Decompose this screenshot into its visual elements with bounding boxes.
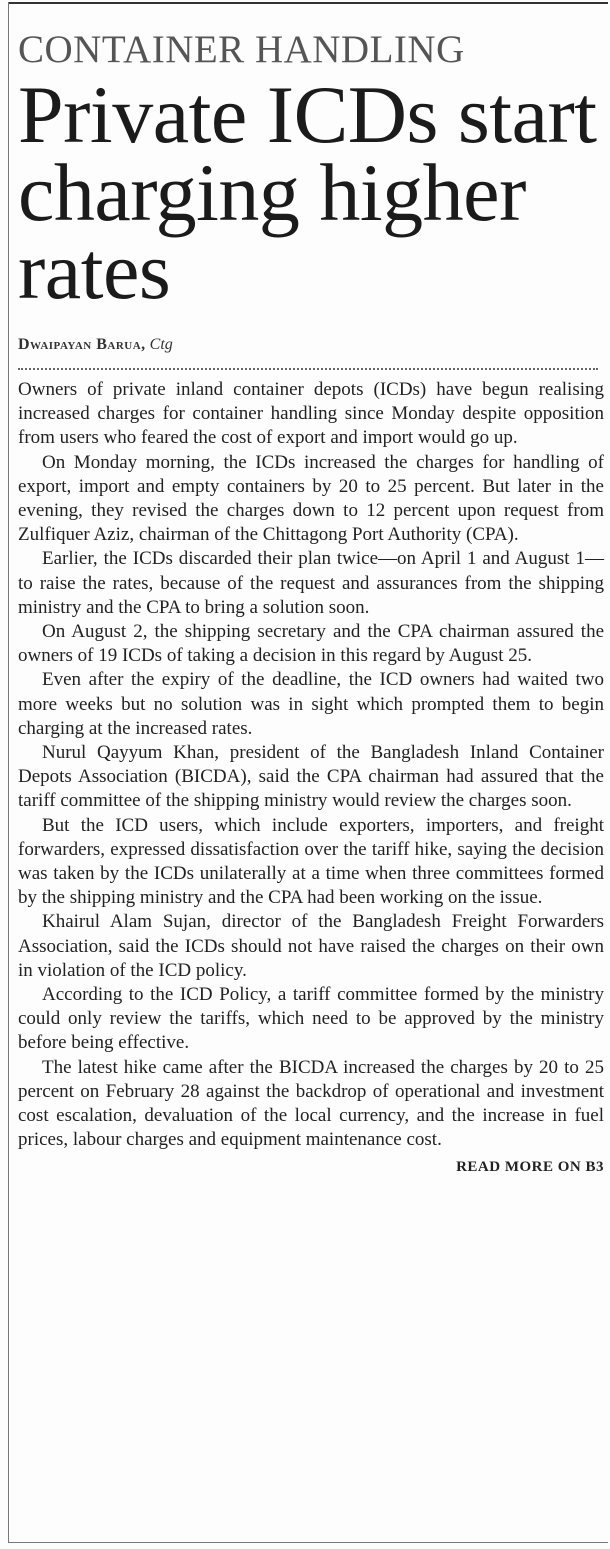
paragraph: Khairul Alam Sujan, director of the Bangladesh Freight Forwarders Association, said the ICDs should not have raised the charges on their own in violation of the ICD policy. — [18, 911, 604, 981]
read-more-link[interactable]: READ MORE ON B3 — [456, 1158, 604, 1175]
article — [18, 28, 606, 1176]
paragraph: According to the ICD Policy, a tariff committee formed by the ministry could only review the tariffs, which need to be approved by the ministry before being effective. — [18, 984, 604, 1054]
paragraph: Earlier, the ICDs discarded their plan twice—on April 1 and August 1—to raise the rates, because of the request and assurances from the shipping ministry and the CPA to bring a solution soon. — [18, 548, 604, 618]
left-rule — [8, 2, 9, 1543]
bottom-rule — [8, 1542, 608, 1543]
paragraph: On August 2, the shipping secretary and the CPA chairman assured the owners of 19 ICDs of taking a decision in this regard by August 25. — [18, 621, 604, 667]
byline-author: Dwaipayan Barua, — [18, 336, 146, 353]
headline: Private ICDs start charging higher rates — [18, 69, 597, 316]
byline — [18, 336, 606, 354]
byline-location: Ctg — [149, 336, 173, 353]
article-body — [18, 378, 604, 1153]
paragraph: Even after the expiry of the deadline, the ICD owners had waited two more weeks but no solution was in sight which prompted them to begin charging at the increased rates. — [18, 669, 604, 739]
top-rule — [8, 2, 608, 4]
dotted-divider — [18, 368, 598, 370]
paragraph: On Monday morning, the ICDs increased the charges for handling of export, import and empty containers by 20 to 25 percent. But later in the evening, they revised the charges down to 12 percent upon request from Zulfiquer Aziz, chairman of the Chittagong Port Authority (CPA). — [18, 451, 604, 546]
paragraph: Owners of private inland container depots (ICDs) have begun realising increased charges for container handling since Monday despite opposition from users who feared the cost of export and import would go up. — [18, 379, 604, 449]
paragraph: But the ICD users, which include exporters, importers, and freight forwarders, expressed dissatisfaction over the tariff hike, saying the decision was taken by the ICDs unilaterally at a time when three committees formed by the shipping ministry and the CPA had been working on the issue. — [18, 814, 604, 909]
paragraph: The latest hike came after the BICDA increased the charges by 20 to 25 percent on February 28 against the backdrop of operational and investment cost escalation, devaluation of the local currency, and the increase in fuel prices, labour charges and equipment maintenance cost. — [18, 1056, 604, 1151]
paragraph: Nurul Qayyum Khan, president of the Bangladesh Inland Container Depots Association (BICDA), said the CPA chairman had assured that the tariff committee of the shipping ministry would review the charges soon. — [18, 742, 604, 812]
kicker: CONTAINER HANDLING — [18, 28, 465, 71]
